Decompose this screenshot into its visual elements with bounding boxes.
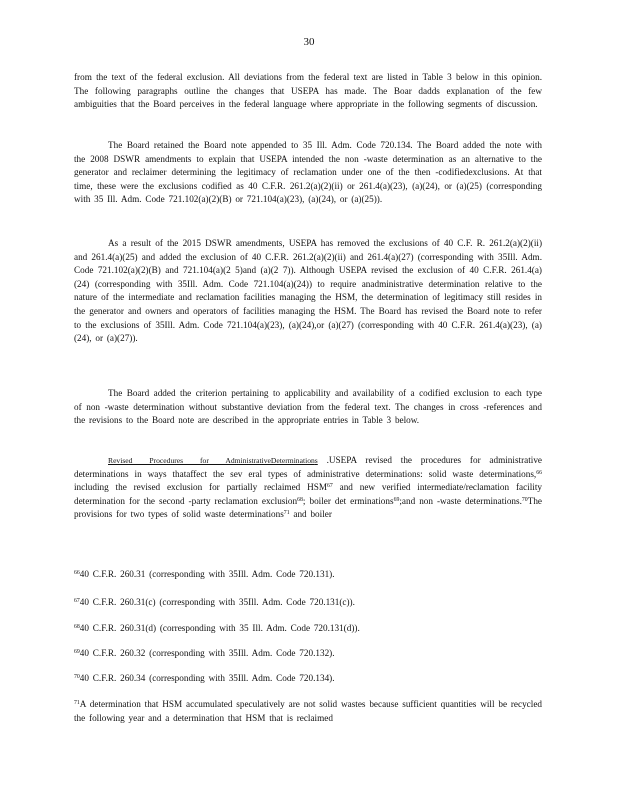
text-run: and new verified intermediate/reclamation facility determination for the second -party reclamation exclusion <box>74 482 542 506</box>
footnote-ref: 71 <box>283 510 290 517</box>
footnote-number: 71 <box>74 700 80 706</box>
footnote-number: 70 <box>74 674 80 680</box>
section-heading: Revised Procedures for AdministrativeDetermination <box>108 456 315 465</box>
footnote-number: 67 <box>74 598 80 604</box>
footnote-66 <box>74 568 542 582</box>
footnote-number: 66 <box>74 570 80 576</box>
footnote-number: 69 <box>74 649 80 655</box>
footnote-text: 40 C.F.R. 260.31(d) (corresponding with 35 Ill. Adm. Code 720.131(d)). <box>79 623 360 633</box>
text-run: including the revised exclusion for partially reclaimed HSM <box>74 482 327 493</box>
paragraph-2015-amendments: As a result of the 2015 DSWR amendments, USEPA has removed the exclusions of 40 C.F. R. 261.2(a)(2)(ii) and 261.4(a)(25) and added the exclusion of 40 C.F.R. 261.2(a)(2)(ii) and 261.4(a)(27) (corresponding with 35Ill. Adm. Code 721.102(a)(2)(B) and 721.104(a)(2 5)and (a)(2 7)). Although USEPA revised the exclusion of 40 C.F.R. 261.4(a)(24) (corresponding with 35Ill. Adm. Code 721.104(a)(24)) to require anadministrative determination relative to the nature of the intermediate and reclamation facilities managing the HSM, the determination of legitimacy still resides in the generator and owners and operators of facilities managing the HSM. The Board has revised the Board note to refer to the exclusions of 35Ill. Adm. Code 721.104(a)(23), (a)(24),or (a)(27) (corresponding with 40 C.F.R. 261.4(a)(23), (a)(24), or (a)(27)). <box>74 238 542 344</box>
footnote-ref: 70 <box>521 496 528 503</box>
footnote-71 <box>74 698 542 725</box>
footnote-68 <box>74 622 542 636</box>
text-run: .USEPA revised the procedures for administrative determinations in ways thataffect the sev eral types of administrative determinations: solid waste determinations, <box>74 455 542 479</box>
footnote-text: 40 C.F.R. 260.34 (corresponding with 35Ill. Adm. Code 720.134). <box>79 673 335 683</box>
text-run: and boiler <box>289 509 332 520</box>
footnote-number: 68 <box>74 624 80 630</box>
footnote-ref: 66 <box>536 469 542 476</box>
paragraph-board-note: The Board retained the Board note appended to 35 Ill. Adm. Code 720.134. The Board added the note with the 2008 DSWR amendments to explain that USEPA intended the non -waste determination as an alternative to the generator and reclaimer determining the legitimacy of reclamation under one of the then -codifiedexclusions. At that time, these were the exclusions codified as 40 C.F.R. 261.2(a)(2)(ii) or 261.4(a)(23), (a)(24), or (a)(25) (corresponding with 35 Ill. Adm. Code 721.102(a)(2)(B) or 721.104(a)(23), (a)(24), or (a)(25)). <box>74 140 542 205</box>
footnote-ref: 68 <box>297 496 303 503</box>
footnote-70 <box>74 672 542 686</box>
footnote-text: 40 C.F.R. 260.31(c) (corresponding with 35Ill. Adm. Code 720.131(c)). <box>79 597 355 607</box>
footnote-text: A determination that HSM accumulated speculatively are not solid wastes because sufficient quantities will be recycled the following year and a determination that HSM that is reclaimed <box>74 699 542 723</box>
text-run: ;and non -waste determinations. <box>399 495 522 506</box>
footnote-text: 40 C.F.R. 260.32 (corresponding with 35Ill. Adm. Code 720.132). <box>79 648 335 658</box>
footnote-text: 40 C.F.R. 260.31 (corresponding with 35Ill. Adm. Code 720.131). <box>79 569 335 579</box>
paragraph-revised-procedures <box>74 454 542 522</box>
footnote-67 <box>74 596 542 610</box>
footnote-69 <box>74 647 542 661</box>
paragraph-criterion: The Board added the criterion pertaining to applicability and availability of a codified exclusion to each type of non -waste determination without substantive deviation from the federal text. The changes in cross -references and the revisions to the Board note are described in the appropriate entries in Table 3 below. <box>74 388 542 426</box>
text-run: The provisions for two types of solid waste determinations <box>74 495 542 520</box>
page-number: 30 <box>303 36 315 48</box>
text-run: ; boiler det erminations <box>302 495 394 506</box>
footnote-ref: 67 <box>327 483 333 490</box>
section-heading-tail: s <box>314 456 318 465</box>
paragraph-intro: from the text of the federal exclusion. All deviations from the federal text are listed in Table 3 below in this opinion. The following paragraphs outline the changes that USEPA has made. The Boar dadds explanation of the few ambiguities that the Board perceives in the federal language where appropriate in the following segments of discussion. <box>74 72 542 110</box>
footnote-ref: 69 <box>393 496 400 503</box>
